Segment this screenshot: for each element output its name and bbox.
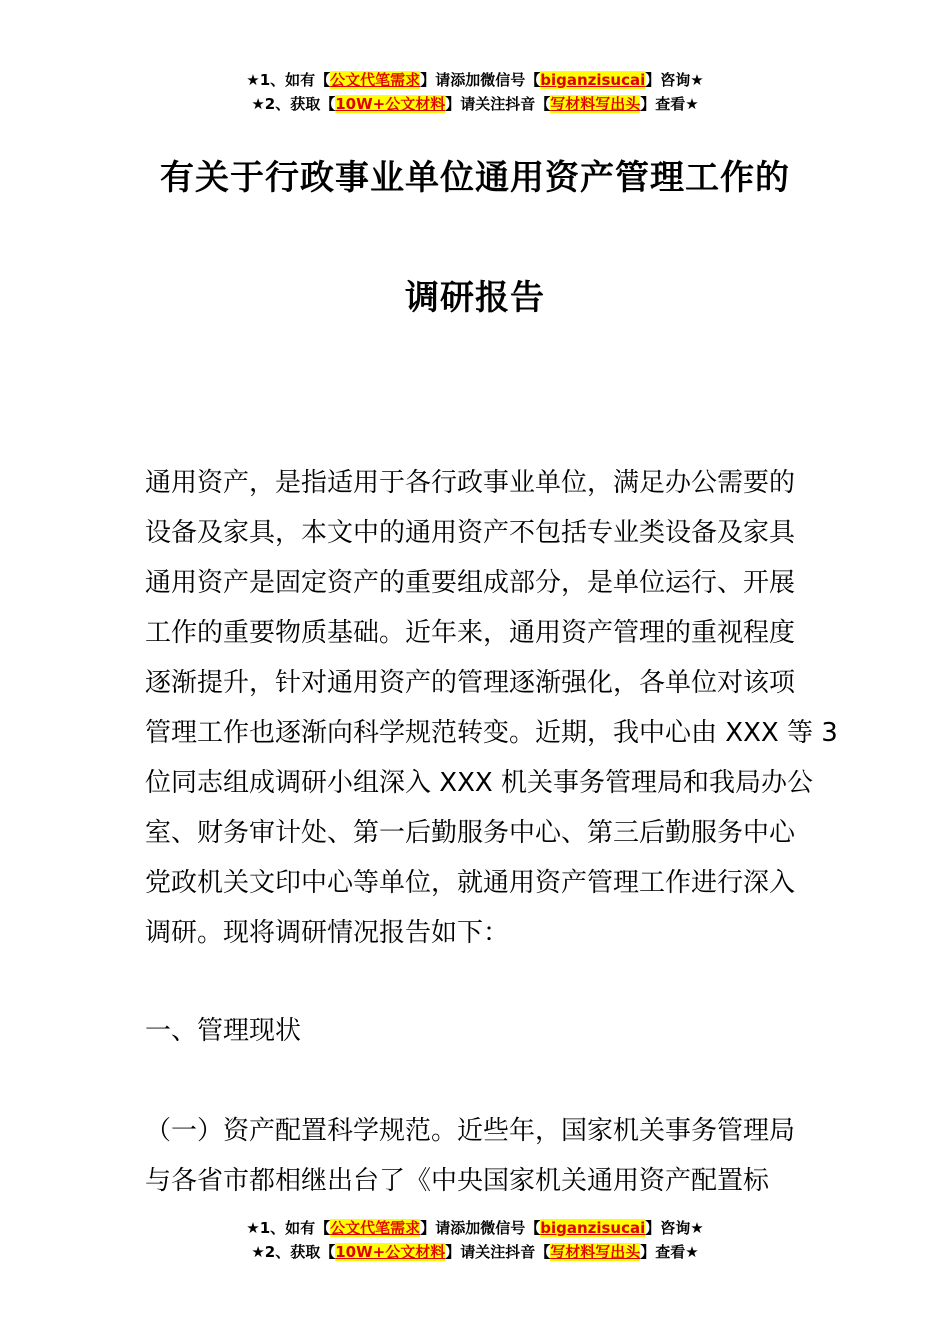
section-heading: 一、管理现状 <box>145 1016 302 1046</box>
materials-highlight: 10W+公文材料 <box>335 95 446 113</box>
bottom-banner <box>0 1216 950 1264</box>
paragraph-line: 与各省市都相继出台了《中央国家机关通用资产配置标 <box>145 1166 770 1196</box>
douyin-account-highlight: 写材料写出头 <box>550 1243 641 1261</box>
ghostwriting-highlight: 公文代笔需求 <box>330 1219 421 1237</box>
paragraph-line: 通用资产，是指适用于各行政事业单位，满足办公需要的 <box>145 468 796 498</box>
banner-line-2: ★2、获取【10W+公文材料】请关注抖音【写材料写出头】查看★ <box>251 1243 699 1261</box>
paragraph-line: 室、财务审计处、第一后勤服务中心、第三后勤服务中心 <box>145 818 796 848</box>
paragraph-line: 设备及家具，本文中的通用资产不包括专业类设备及家具 <box>145 518 796 548</box>
wechat-id-highlight: biganzisucai <box>540 71 646 89</box>
subsection-paragraph <box>145 1106 810 1206</box>
document-title-line-1: 有关于行政事业单位通用资产管理工作的 <box>160 158 790 198</box>
intro-paragraph <box>145 458 838 958</box>
document-title-line-2: 调研报告 <box>405 278 545 318</box>
materials-highlight: 10W+公文材料 <box>335 1243 446 1261</box>
top-banner <box>0 68 950 116</box>
paragraph-line: 通用资产是固定资产的重要组成部分，是单位运行、开展 <box>145 568 796 598</box>
paragraph-line: （一）资产配置科学规范。近些年，国家机关事务管理局 <box>145 1116 796 1146</box>
banner-line-1: ★1、如有【公文代笔需求】请添加微信号【biganzisucai】咨询★ <box>246 1219 704 1237</box>
wechat-id-highlight: biganzisucai <box>540 1219 646 1237</box>
paragraph-line: 逐渐提升，针对通用资产的管理逐渐强化，各单位对该项 <box>145 668 796 698</box>
paragraph-line: 管理工作也逐渐向科学规范转变。近期，我中心由 XXX 等 3 <box>145 718 838 748</box>
ghostwriting-highlight: 公文代笔需求 <box>330 71 421 89</box>
banner-line-1: ★1、如有【公文代笔需求】请添加微信号【biganzisucai】咨询★ <box>246 71 704 89</box>
paragraph-line: 位同志组成调研小组深入 XXX 机关事务管理局和我局办公 <box>145 768 813 798</box>
paragraph-line: 调研。现将调研情况报告如下： <box>145 918 510 948</box>
paragraph-line: 党政机关文印中心等单位，就通用资产管理工作进行深入 <box>145 868 796 898</box>
paragraph-line: 工作的重要物质基础。近年来，通用资产管理的重视程度 <box>145 618 796 648</box>
banner-line-2: ★2、获取【10W+公文材料】请关注抖音【写材料写出头】查看★ <box>251 95 699 113</box>
douyin-account-highlight: 写材料写出头 <box>550 95 641 113</box>
